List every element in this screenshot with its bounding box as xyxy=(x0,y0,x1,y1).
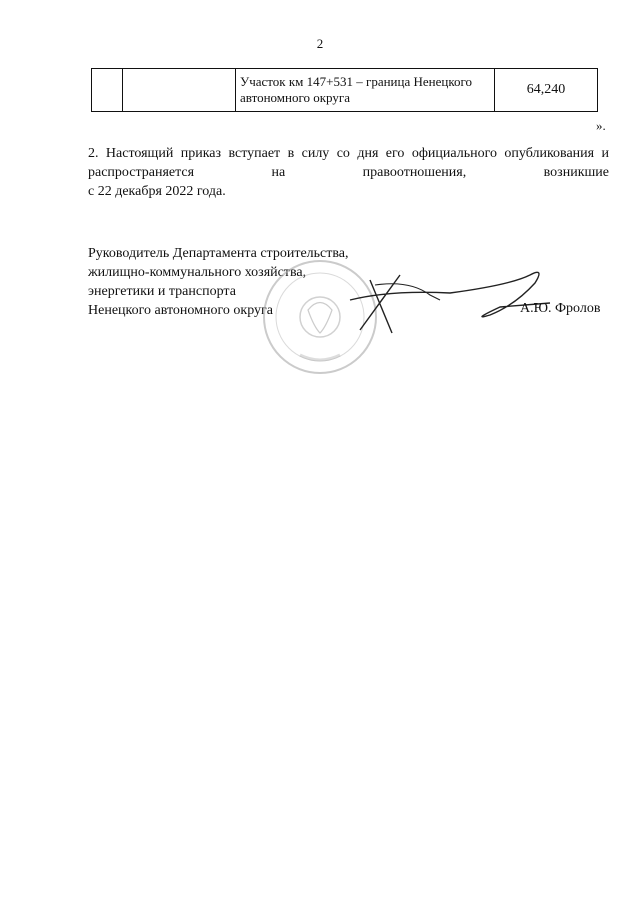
table-row xyxy=(92,69,598,112)
table-cell-section: Участок км 147+531 – граница Ненецкого автономного округа xyxy=(236,69,495,112)
closing-quote: ». xyxy=(596,118,606,133)
page-number: 2 xyxy=(316,36,324,51)
signatory-title-line: Ненецкого автономного округа xyxy=(88,303,273,318)
paragraph-text: 2. Настоящий приказ вступает в силу со дня его официального опубликования и распространяется на правоотношения, возникшие xyxy=(88,146,609,180)
handwritten-signature xyxy=(330,245,560,335)
paragraph-last-line: с 22 декабря 2022 года. xyxy=(88,184,226,199)
signatory-title-line: Руководитель Департамента строительства, xyxy=(88,246,349,261)
signatory-title-line: жилищно-коммунального хозяйства, xyxy=(88,265,307,280)
table-cell-number xyxy=(92,69,123,112)
road-section-table xyxy=(91,68,598,112)
table-cell-length: 64,240 xyxy=(495,69,598,112)
order-paragraph xyxy=(88,144,609,201)
table-cell-road xyxy=(123,69,236,112)
signatory-title-line: энергетики и транспорта xyxy=(88,284,236,299)
signer-name: А.Ю. Фролов xyxy=(520,301,601,316)
